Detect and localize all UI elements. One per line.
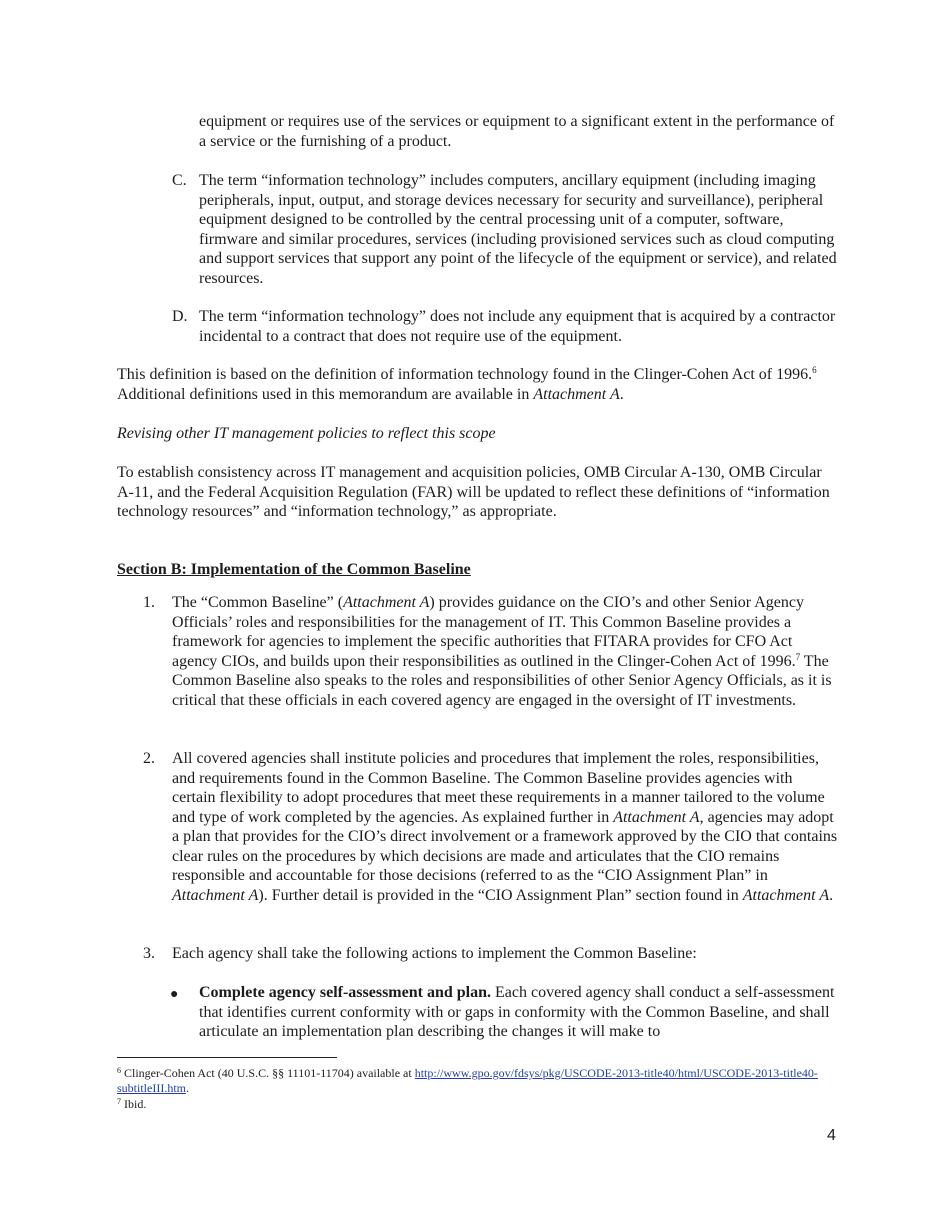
footnote-ref-7: 7: [795, 651, 801, 662]
item-2-text: [172, 749, 838, 905]
bullet-icon: ●: [170, 987, 179, 1002]
definition-attachment-ref: Attachment A: [533, 385, 620, 403]
item-1-text-b: ) provides guidance on the CIO’s and other Senior Agency Officials’ roles and responsibilities for the management of IT. This Common Baseline provides a framework for agencies to implement the specific authorities that FITARA provides for CFO Act agency CIOs, and builds upon their responsibilities as outlined in the Clinger-Cohen Act of 1996.: [172, 594, 804, 670]
item-2-text-a: All covered agencies shall institute policies and procedures that implement the roles, responsibilities, and requirements found in the Common Baseline. The Common Baseline provides agencies with certain flexibility to adopt procedures that meet these requirements in a manner tailored to the volume and type of work completed by the agencies. As explained further in: [172, 750, 825, 826]
item-3-label: 3.: [143, 945, 155, 962]
footnote-6-text: Clinger-Cohen Act (40 U.S.C. §§ 11101-11704) available at: [121, 1066, 415, 1080]
bullet-1-body: Each covered agency shall conduct a self-assessment that identifies current conformity with or gaps in conformity with the Common Baseline, and shall articulate an implementation plan describing the changes it will make to: [199, 984, 835, 1040]
definition-text-c: .: [619, 385, 624, 403]
item-d-text: The term “information technology” does not include any equipment that is acquired by a contractor incidental to a contract that does not require use of the equipment.: [199, 308, 836, 345]
footnote-6: [117, 1066, 837, 1096]
footnote-ref-6: 6: [812, 365, 817, 375]
definition-paragraph: [117, 365, 837, 404]
page-number: 4: [827, 1127, 836, 1144]
subheading-revising-policies: Revising other IT management policies to reflect this scope: [117, 425, 496, 442]
footnote-7-text: Ibid.: [121, 1097, 147, 1111]
item-1-text: [172, 593, 838, 710]
footnote-7-number: 7: [117, 1097, 121, 1106]
definition-text-a: This definition is based on the definition of information technology found in the Clinger-Cohen Act of 1996.: [117, 366, 813, 383]
item-2-label: 2.: [143, 750, 155, 767]
footnote-7: [117, 1097, 837, 1112]
consistency-paragraph: To establish consistency across IT management and acquisition policies, OMB Circular A-130, OMB Circular A-11, and the Federal Acquisition Regulation (FAR) will be updated to reflect these definitions of “information technology resources” and “information technology,” as appropriate.: [117, 464, 830, 520]
footnote-6-end: .: [186, 1081, 189, 1095]
item-2-text-d: .: [829, 886, 834, 904]
bullet-1-text: [199, 983, 839, 1042]
item-1-attachment-ref: Attachment A: [343, 594, 430, 611]
item-d-label: D.: [172, 308, 188, 325]
item-2-attachment-ref-1: Attachment A: [613, 808, 700, 826]
footnote-6-number: 6: [117, 1066, 121, 1075]
continuation-paragraph: equipment or requires use of the services or equipment to a significant extent in the performance of a service or the furnishing of a product.: [199, 113, 835, 150]
item-c-label: C.: [172, 172, 187, 189]
item-2-attachment-ref-3: Attachment A: [742, 886, 830, 904]
item-2-attachment-ref-2: Attachment A: [172, 886, 259, 904]
bullet-1-bold: Complete agency self-assessment and plan.: [199, 984, 491, 1001]
item-c-text: The term “information technology” includes computers, ancillary equipment (including imaging peripherals, input, output, and storage devices necessary for security and surveillance), peripheral equipment designed to be controlled by the central processing unit of a computer, software, firmware and similar procedures, services (including provisioned services such as cloud computing and support services that support any point of the lifecycle of the equipment or service), and related resources.: [199, 172, 837, 287]
item-1-label: 1.: [143, 594, 155, 611]
section-b-heading: Section B: Implementation of the Common Baseline: [117, 561, 471, 578]
item-3-text: Each agency shall take the following actions to implement the Common Baseline:: [172, 945, 697, 962]
footnote-divider: [117, 1057, 337, 1058]
item-1-text-c: The Common Baseline also speaks to the roles and responsibilities of other Senior Agency Officials, as it is critical that these officials in each covered agency are engaged in the oversight of IT investments.: [172, 652, 832, 709]
definition-text-b: Additional definitions used in this memorandum are available in: [117, 385, 534, 403]
item-1-text-a: The “Common Baseline” (: [172, 594, 344, 611]
item-2-text-c: ). Further detail is provided in the “CIO Assignment Plan” section found in: [258, 886, 743, 904]
footnote-6-link[interactable]: http://www.gpo.gov/fdsys/pkg/USCODE-2013-title40/html/USCODE-2013-title40-subtitleIII.htm: [117, 1066, 818, 1095]
item-2-text-b: , agencies may adopt a plan that provides for the CIO’s direct involvement or a framework approved by the CIO that contains clear rules on the procedures by which decisions are made and articulates that the CIO remains responsible and accountable for those decisions (referred to as the “CIO Assignment Plan” in: [172, 808, 838, 884]
